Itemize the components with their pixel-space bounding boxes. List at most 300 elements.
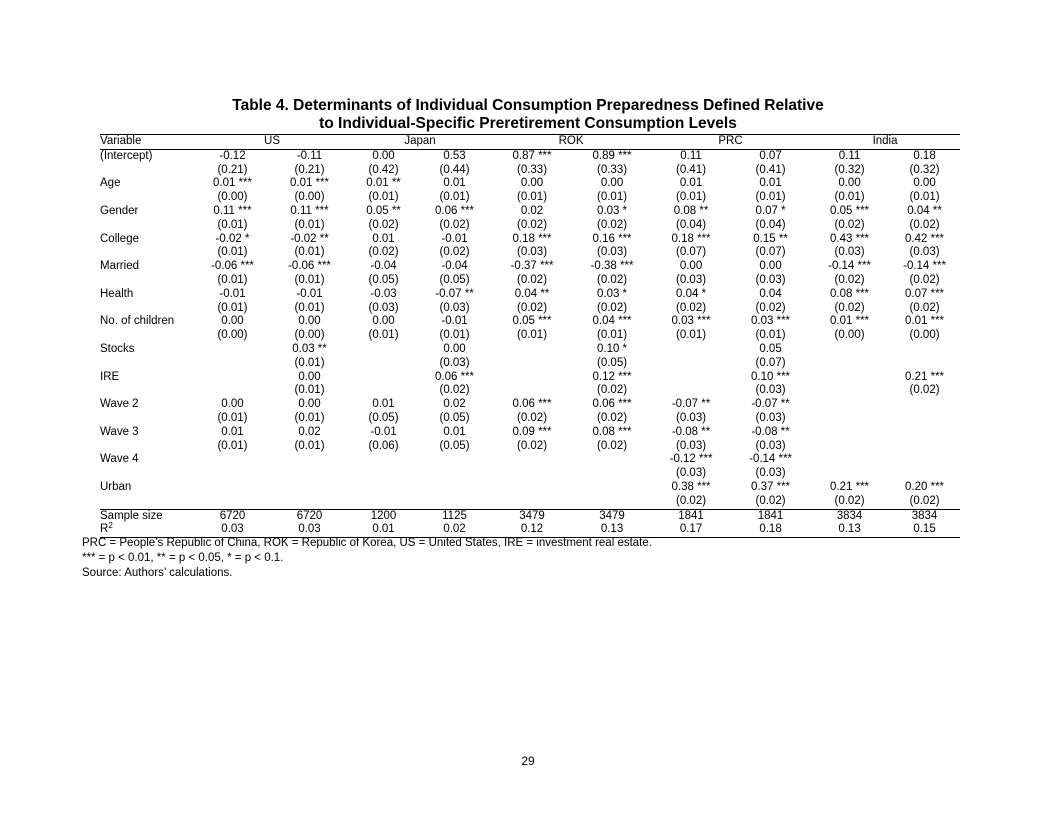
table-cell [418,453,491,467]
table-cell: 3834 [889,509,960,523]
table-cell: (0.02) [368,246,399,259]
table-cell [349,371,418,385]
table-cell: (0.02) [439,246,470,259]
table-cell: (0.44) [439,163,470,176]
header-group-prc: PRC [651,135,810,150]
table-cell: (0.03) [676,273,707,286]
table-cell [491,481,573,495]
table-cell: (0.01) [909,191,940,204]
table-cell: 0.13 [573,523,651,537]
header-variable: Variable [100,135,195,150]
table-cell: 0.18 [913,149,936,162]
table-cell: (0.02) [439,384,470,397]
table-cell: (0.02) [597,218,628,231]
table-cell [810,384,889,398]
table-cell: -0.02 ** [290,232,329,245]
row-label: Married [100,260,139,273]
table-cell: (0.03) [755,273,786,286]
table-cell: -0.14 *** [828,260,871,273]
table-cell: 0.20 *** [905,480,945,493]
table-cell: (0.32) [909,163,940,176]
standard-error-row [100,495,960,509]
table-cell: -0.14 *** [903,260,946,273]
table-cell [195,453,270,467]
table-cell: 0.07 [759,149,782,162]
table-cell: 0.03 *** [671,315,711,328]
table-cell [810,467,889,481]
table-cell: 0.10 *** [751,370,791,383]
table-cell: 0.11 [838,149,861,162]
table-cell: (0.02) [834,494,865,507]
table-cell: (0.01) [597,329,628,342]
table-cell: (0.03) [834,246,865,259]
table-cell: 0.00 [298,398,321,411]
table-cell: 0.15 ** [753,232,788,245]
coefficient-row [100,177,960,191]
table-cell: (0.01) [516,191,548,204]
table-cell [810,426,889,440]
standard-error-row [100,467,960,481]
table-cell [195,384,270,398]
table-cell: (0.02) [676,494,707,507]
row-label [100,329,195,343]
table-cell: -0.37 *** [510,260,554,273]
table-cell: (0.02) [676,301,707,314]
table-cell: (0.02) [909,384,940,397]
table-cell: 0.00 [298,315,321,328]
table-cell: 0.18 *** [512,232,552,245]
table-cell: (0.00) [217,329,248,342]
standard-error-row [100,219,960,233]
table-cell [349,467,418,481]
table-cell: 0.05 ** [366,204,401,217]
table-cell [651,357,731,371]
table-cell [810,412,889,426]
table-cell: 3479 [491,509,573,523]
table-cell: (0.02) [597,439,628,452]
standard-error-row [100,329,960,343]
table-cell: 0.01 [372,398,395,411]
table-cell: (0.05) [439,411,470,424]
table-cell: 0.04 ** [907,204,942,217]
table-cell: (0.00) [217,191,248,204]
table-cell: 6720 [195,509,270,523]
table-cell: (0.41) [676,163,707,176]
table-cell: (0.03) [755,411,786,424]
table-cell: 0.05 *** [512,315,552,328]
table-cell: 1841 [731,509,810,523]
table-cell [889,412,960,426]
row-label: Wave 4 [100,453,139,466]
row-label [100,246,195,260]
table-cell [889,467,960,481]
table-cell [195,371,270,385]
table-cell [810,398,889,412]
table-cell: 0.11 *** [213,204,252,217]
table-cell: (0.02) [439,218,470,231]
table-cell: 0.00 [372,315,395,328]
table-cell: 0.01 [759,177,782,190]
table-cell: (0.01) [368,329,399,342]
table-cell: 0.38 *** [671,480,711,493]
row-label: Sample size [100,509,195,523]
row-label: College [100,232,139,245]
row-label [100,357,195,371]
standard-error-row [100,274,960,288]
table-cell: 0.06 *** [512,398,552,411]
table-cell: -0.08 ** [671,425,711,438]
table-cell: 0.08 *** [592,425,632,438]
standard-error-row [100,164,960,178]
table-cell: -0.03 [370,287,397,300]
table-cell: 0.05 *** [830,204,870,217]
table-cell: (0.32) [834,163,865,176]
table-cell: 0.37 *** [751,480,791,493]
table-cell: (0.01) [294,218,325,231]
coefficient-row [100,233,960,247]
table-cell: (0.03) [676,467,707,480]
table-cell: (0.05) [597,356,628,369]
table-header-row [100,135,960,150]
table-cell: (0.03) [516,246,548,259]
table-cell: 0.06 *** [435,204,475,217]
table-cell: (0.02) [909,218,940,231]
table-cell: -0.38 *** [590,260,634,273]
table-cell: -0.06 *** [211,260,254,273]
row-label: Stocks [100,342,135,355]
table-cell: (0.02) [516,439,548,452]
coefficient-row [100,288,960,302]
table-cell [651,343,731,357]
table-cell: 0.01 *** [212,177,252,190]
table-cell: (0.03) [909,246,940,259]
table-cell: 0.01 [443,425,466,438]
table-cell: 0.01 ** [366,177,401,190]
table-cell: 0.11 *** [290,204,329,217]
table-cell: -0.01 [296,287,323,300]
table-cell: -0.01 [370,425,397,438]
table-cell: 0.04 [759,287,782,300]
table-cell: (0.06) [368,439,399,452]
row-label: (Intercept) [100,149,153,162]
table-cell [270,467,349,481]
header-group-japan: Japan [349,135,491,150]
table-cell: 0.00 [913,177,936,190]
table-cell: (0.01) [755,191,786,204]
table-cell: 0.02 [520,204,544,217]
table-cell [889,440,960,454]
row-label: No. of children [100,315,175,328]
table-cell [573,481,651,495]
table-cell: (0.04) [755,218,786,231]
r-squared-label-sup: 2 [108,521,113,531]
table-cell: (0.02) [834,218,865,231]
table-cell: 0.00 [443,342,466,355]
table-cell [270,481,349,495]
table-cell: 0.12 [491,523,573,537]
table-cell [195,357,270,371]
row-label [100,219,195,233]
table-cell: (0.00) [294,329,325,342]
table-cell: (0.03) [755,384,786,397]
table-cell: 0.21 *** [905,370,945,383]
table-cell: 0.00 [679,260,703,273]
table-cell: 0.01 [221,425,244,438]
table-cell: (0.01) [439,329,470,342]
table-cell: -0.02 * [215,232,250,245]
table-cell: (0.01) [217,439,248,452]
table-cell: (0.07) [755,356,786,369]
table-cell [573,495,651,509]
table-cell: -0.01 [441,232,468,245]
coefficient-row [100,453,960,467]
note-abbreviations: PRC = People’s Republic of China, ROK = Republic of Korea, US = United States, IRE = investment real estate. [82,537,652,549]
table-cell: 0.08 ** [673,204,709,217]
table-cell: -0.08 ** [751,425,790,438]
coefficient-row [100,481,960,495]
standard-error-row [100,357,960,371]
table-cell: (0.02) [516,411,548,424]
table-cell: 0.02 [418,523,491,537]
table-cell: (0.01) [294,301,325,314]
table-cell: 0.89 *** [592,149,632,162]
row-label [100,467,195,481]
table-cell: 0.05 [759,342,782,355]
table-cell: 0.87 *** [512,149,552,162]
table-cell: (0.02) [368,218,399,231]
table-cell: -0.01 [219,287,246,300]
table-cell: 0.00 [221,315,244,328]
row-label [100,440,195,454]
table-cell: 3834 [810,509,889,523]
table-cell: 0.02 [298,425,321,438]
table-cell: (0.02) [755,301,786,314]
table-cell: (0.01) [217,218,248,231]
table-cell [810,343,889,357]
table-cell: -0.07 ** [671,398,711,411]
table-cell: (0.02) [597,301,628,314]
table-cell: 0.42 *** [905,232,945,245]
table-cell: 0.01 *** [905,315,945,328]
table-cell: 0.00 [221,398,244,411]
table-cell [418,481,491,495]
table-cell: (0.05) [439,273,470,286]
coefficient-row [100,426,960,440]
row-label: Health [100,287,134,300]
table-cell: 0.06 *** [435,370,475,383]
table-cell: -0.14 *** [749,453,792,466]
table-cell: -0.04 [370,260,397,273]
page-number: 29 [521,754,535,768]
table-cell: 0.18 [731,523,810,537]
table-cell: (0.01) [294,273,325,286]
row-label: Wave 3 [100,425,139,438]
table-cell: (0.01) [294,356,325,369]
table-cell: (0.42) [368,163,399,176]
row-label [100,384,195,398]
table-cell: (0.21) [217,163,248,176]
table-cell: 0.03 * [596,287,628,300]
table-cell: (0.33) [516,163,548,176]
standard-error-row [100,302,960,316]
table-cell: (0.03) [597,246,628,259]
table-cell: (0.01) [294,439,325,452]
table-cell: (0.02) [516,301,548,314]
table-cell [810,440,889,454]
table-cell [418,467,491,481]
table-cell: 0.01 *** [830,315,870,328]
row-label [100,412,195,426]
table-cell: (0.02) [909,301,940,314]
table-cell: -0.11 [296,149,323,162]
table-cell [195,343,270,357]
table-cell: 0.01 [349,523,418,537]
header-group-india: India [810,135,960,150]
table-cell [491,384,573,398]
table-cell [810,357,889,371]
table-cell: (0.01) [294,411,325,424]
table-cell: 0.03 * [596,204,628,217]
table-cell: 0.15 [889,523,960,537]
table-cell: 0.07 * [755,204,786,217]
row-label: Gender [100,204,139,217]
table-cell [349,495,418,509]
table-cell [573,453,651,467]
table-cell: 1125 [418,509,491,523]
table-cell: (0.02) [597,273,628,286]
table-cell: (0.01) [294,384,325,397]
table-cell: (0.01) [439,191,470,204]
table-cell: (0.01) [217,273,248,286]
table-cell: (0.03) [439,356,470,369]
table-cell: (0.41) [755,163,786,176]
table-body [100,149,960,537]
table-cell: 0.18 *** [671,232,711,245]
table-cell: (0.07) [755,246,786,259]
table-cell: 0.13 [810,523,889,537]
table-cell [889,398,960,412]
row-label: IRE [100,370,120,383]
table-cell: (0.02) [755,494,786,507]
table-cell: -0.04 [441,260,468,273]
table-cell: -0.01 [441,315,468,328]
table-cell: 0.08 *** [830,287,870,300]
table-cell: (0.01) [834,191,865,204]
table-cell: (0.01) [217,411,248,424]
table-cell: (0.03) [755,467,786,480]
table-cell [418,495,491,509]
table-cell: (0.03) [439,301,470,314]
r-squared-label-base: R [100,523,109,536]
coefficient-row [100,343,960,357]
table-cell: (0.01) [676,191,707,204]
row-label [100,274,195,288]
table-cell: 0.04 * [676,287,707,300]
table-cell: 1841 [651,509,731,523]
table-cell: 0.06 *** [592,398,632,411]
table-cell: 0.00 [838,177,861,190]
table-cell: 0.04 *** [592,315,632,328]
table-cell [349,481,418,495]
table-title-line-1: Table 4. Determinants of Individual Consumption Preparedness Defined Relative [232,97,824,114]
table-cell: (0.05) [368,273,399,286]
table-cell [651,371,731,385]
table-cell: 0.01 *** [290,177,330,190]
row-label: Age [100,177,121,190]
table-cell: 0.53 [443,149,466,162]
table-cell [491,343,573,357]
table-cell: (0.02) [834,301,865,314]
table-cell: 0.02 [443,398,466,411]
table-cell [889,343,960,357]
table-cell: 0.01 [443,177,466,190]
table-cell: (0.05) [439,439,470,452]
table-cell [195,467,270,481]
coefficient-row [100,149,960,163]
table-cell [651,384,731,398]
table-cell: (0.04) [676,218,707,231]
table-cell: 0.03 [195,523,270,537]
table-cell: 0.03 [270,523,349,537]
row-label [100,164,195,178]
table-cell: (0.03) [676,411,707,424]
row-label [100,302,195,316]
table-cell: (0.02) [909,273,940,286]
table-cell: -0.06 *** [288,260,331,273]
standard-error-row [100,440,960,454]
table-cell: (0.03) [676,439,707,452]
table-cell [810,453,889,467]
table-cell: -0.12 *** [669,453,713,466]
coefficient-row [100,371,960,385]
table-cell [491,357,573,371]
table-cell: (0.05) [368,411,399,424]
table-cell: (0.02) [909,494,940,507]
table-cell: 0.43 *** [830,232,870,245]
table-cell: 0.09 *** [512,425,552,438]
table-cell: 6720 [270,509,349,523]
table-cell: 0.01 [372,232,395,245]
table-cell: 0.07 *** [905,287,945,300]
coefficient-row [100,205,960,219]
table-cell [491,371,573,385]
coefficient-row [100,315,960,329]
table-cell: -0.07 ** [435,287,474,300]
standard-error-row [100,191,960,205]
table-cell: (0.02) [597,384,628,397]
table-cell [491,495,573,509]
table-cell: (0.02) [597,411,628,424]
table-cell [810,371,889,385]
table-cell: (0.01) [217,246,248,259]
table-cell: (0.01) [294,246,325,259]
table-cell [349,384,418,398]
table-cell: (0.02) [516,218,548,231]
table-cell: (0.02) [516,273,548,286]
table-cell: 0.03 ** [292,342,327,355]
table-cell: 0.21 *** [830,480,870,493]
table-cell: (0.00) [909,329,940,342]
header-group-us: US [195,135,349,150]
table-cell: 0.16 *** [592,232,632,245]
table-cell: 0.11 [680,149,702,162]
row-label [100,495,195,509]
table-cell: (0.33) [597,163,628,176]
table-cell: 0.03 *** [751,315,791,328]
table-cell: 0.12 *** [592,370,632,383]
table-title [0,97,1056,133]
table-cell [270,495,349,509]
